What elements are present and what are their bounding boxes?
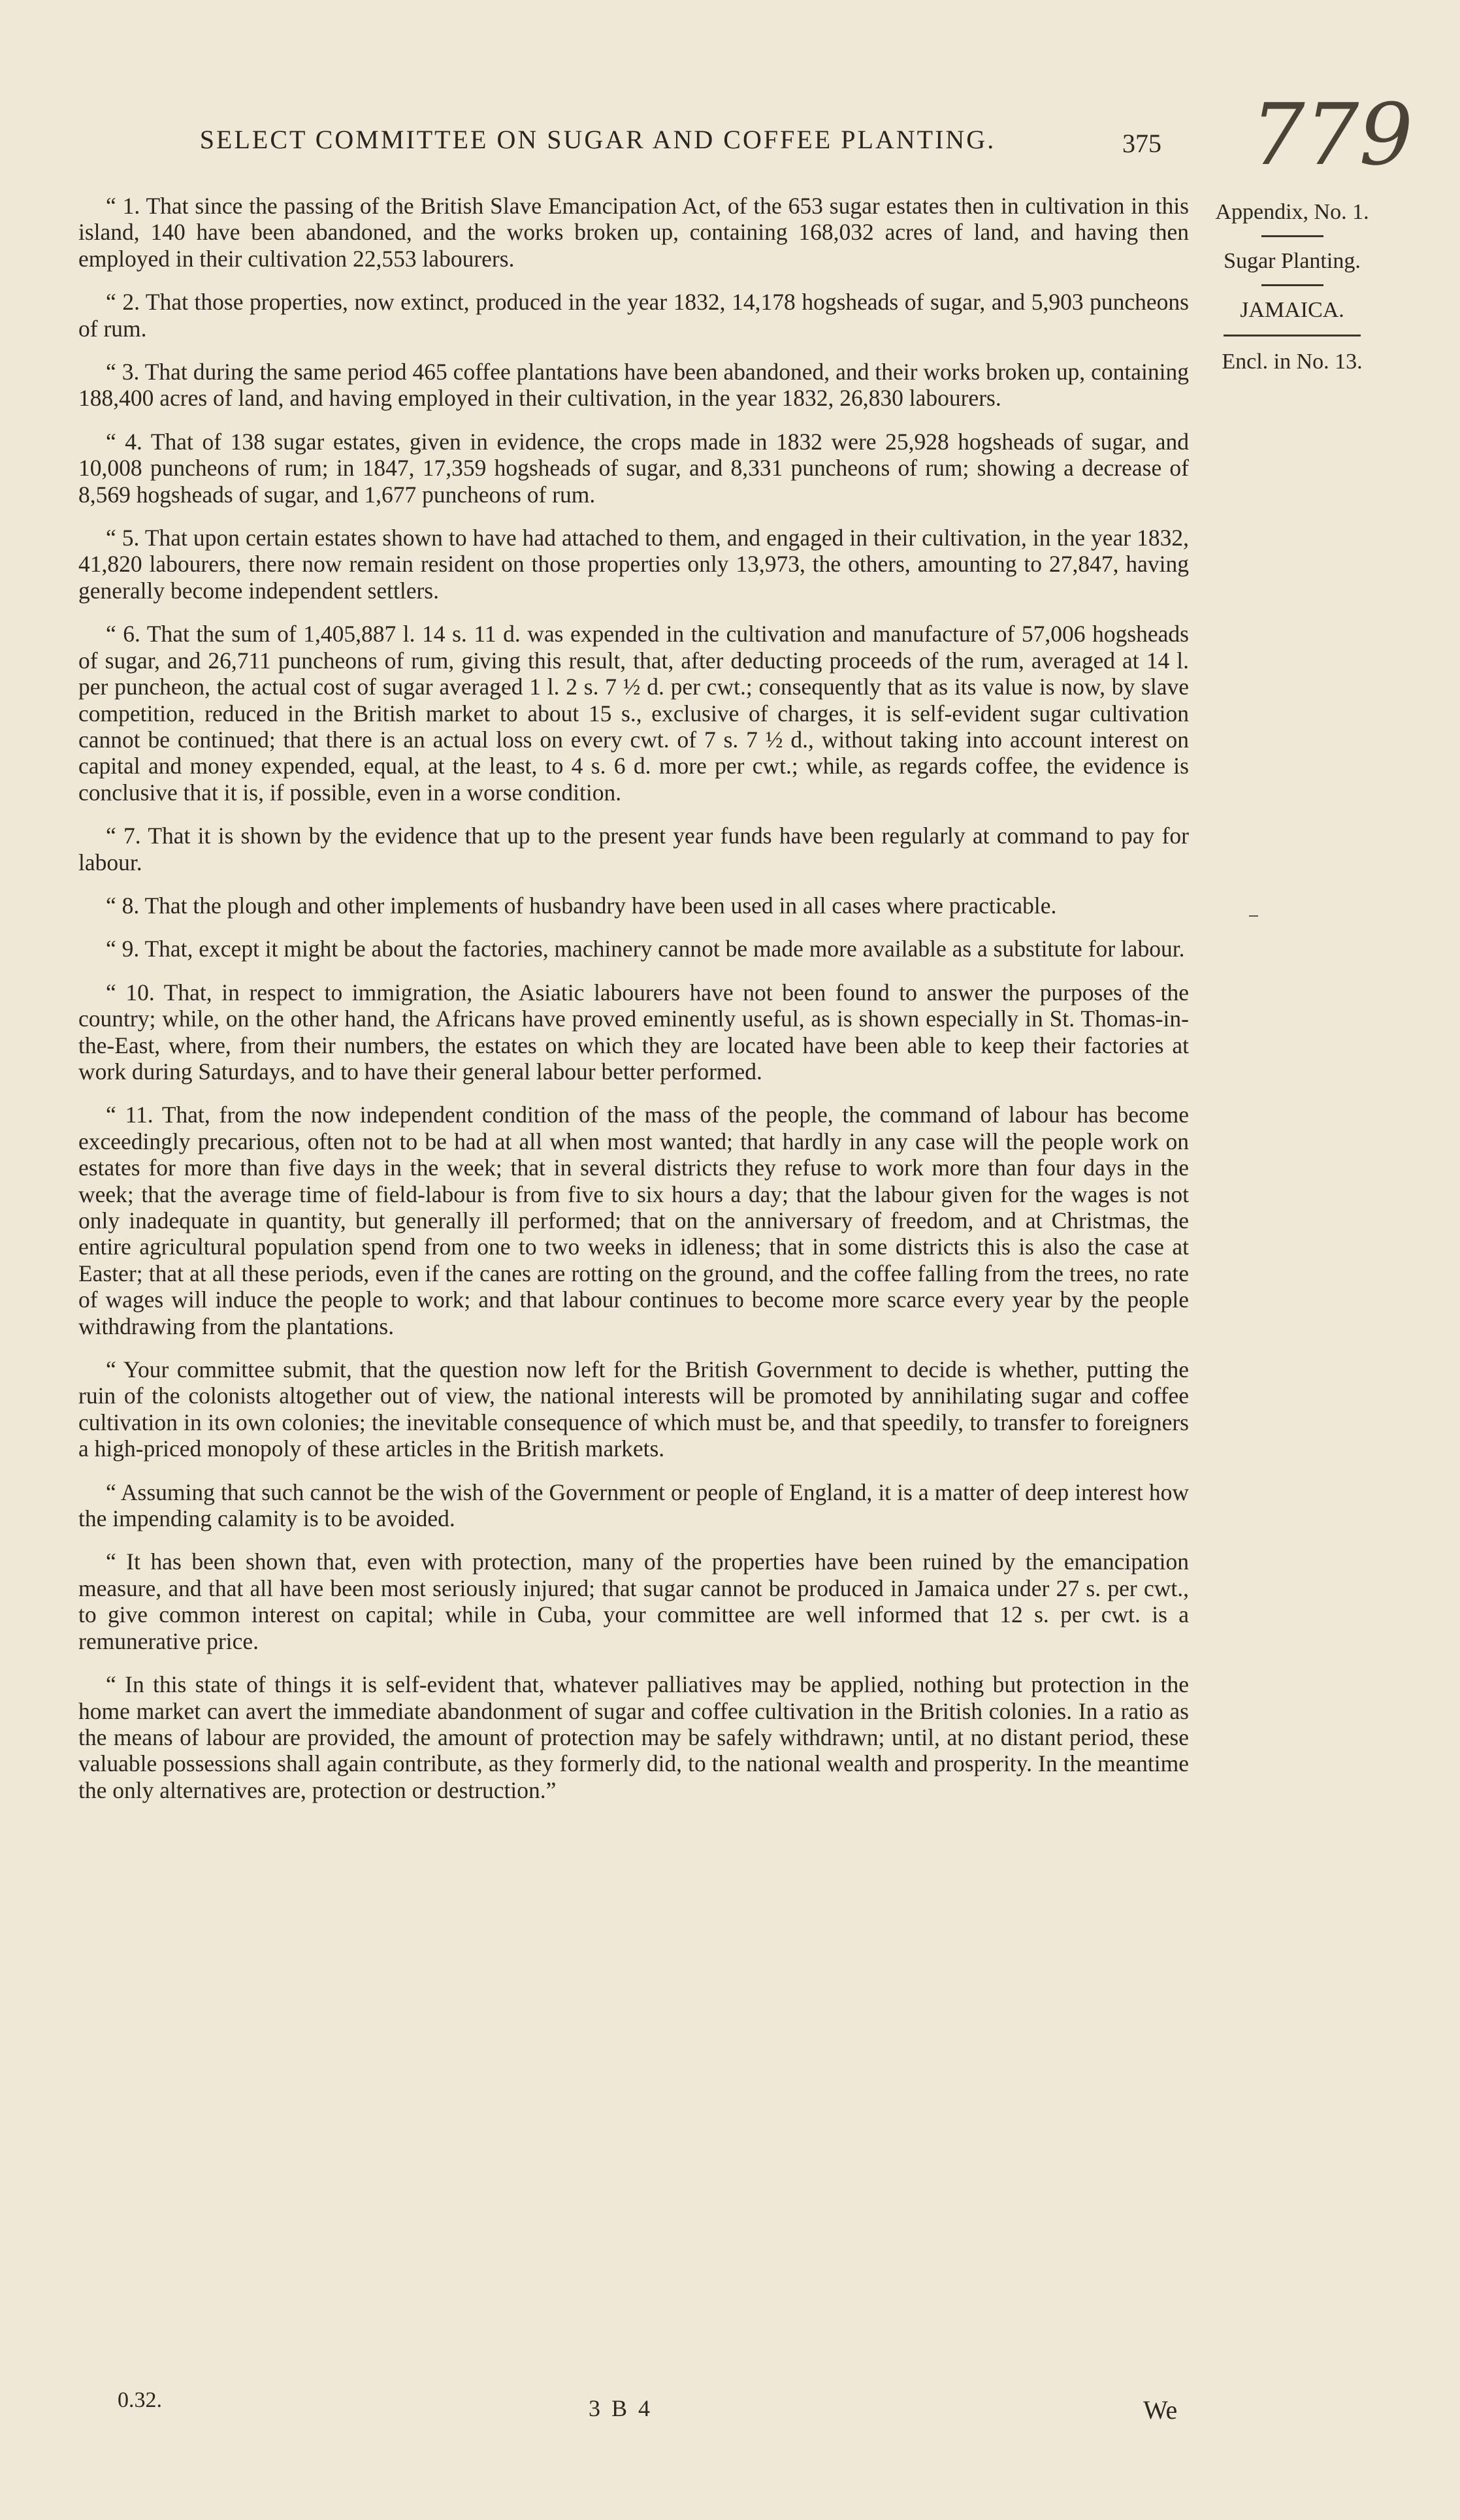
paragraph-1: “ 1. That since the passing of the British Slave Emancipation Act, of the 653 sugar estates then in cultivation in this island, 140 have been abandoned, and the works broken up, containing 168,032 acres of land, and having then employed in their cultivation 22,553 labourers.	[78, 193, 1189, 272]
paragraph-8: “ 8. That the plough and other implements of husbandry have been used in all cases where practicable.	[106, 892, 1057, 919]
margin-note	[1194, 196, 1390, 378]
margin-rule	[1224, 335, 1361, 336]
paragraph-11: “ 11. That, from the now independent condition of the mass of the people, the command of labour has become exceedingly precarious, often not to be had at all when most wanted; that hardly in any case will the people work on estates for more than five days in the week; that in several districts they refuse to work more than four days in the week; that the average time of field-labour is from five to six hours a day; that the labour given for the wages is not only inadequate in quantity, but generally ill performed; that on the anniversary of freedom, and at Christmas, the entire agricultural population spend from one to two weeks in idleness; that in some districts this is also the case at Easter; that at all these periods, even if the canes are rotting on the ground, and the coffee falling from the trees, no rate of wages will induce the people to work; and that labour continues to become more scarce every year by the people withdrawing from the plantations.	[78, 1102, 1189, 1339]
footer-catchword: We	[1143, 2395, 1178, 2425]
paragraph-2: “ 2. That those properties, now extinct, produced in the year 1832, 14,178 hogsheads of sugar, and 5,903 puncheons of rum.	[78, 289, 1189, 342]
paragraph-10: “ 10. That, in respect to immigration, the Asiatic labourers have not been found to answer the purposes of the country; while, on the other hand, the Africans have proved eminently useful, as is shown especially in St. Thomas-in-the-East, where, from their numbers, the estates on which they are located have been able to keep their factories at work during Saturdays, and to have their general labour better performed.	[78, 979, 1189, 1085]
paragraph-4: “ 4. That of 138 sugar estates, given in evidence, the crops made in 1832 were 25,928 hogsheads of sugar, and 10,008 puncheons of rum; in 1847, 17,359 hogsheads of sugar, and 8,331 puncheons of rum; showing a decrease of 8,569 hogsheads of sugar, and 1,677 puncheons of rum.	[78, 428, 1189, 508]
handwritten-folio-number: 779	[1251, 85, 1414, 184]
margin-enclosure: Encl. in No. 13.	[1222, 350, 1363, 374]
paragraph-conclusion: “ In this state of things it is self-evident that, whatever palliatives may be applied, nothing but protection in the home market can avert the immediate abandonment of sugar and coffee cultivation in the British colonies. In a ratio as the means of labour are provided, the amount of protection may be safely withdrawn; until, at no distant period, these valuable possessions shall again contribute, as they formerly did, to the national wealth and prosperity. In the meantime the only alternatives are, protection or destruction.”	[78, 1671, 1189, 1803]
paragraph-protection: “ It has been shown that, even with protection, many of the properties have been ruined by the emancipation measure, and that all have been most seriously injured; that sugar cannot be produced in Jamaica under 27 s. per cwt., to give common interest on capital; while in Cuba, your committee are well informed that 12 s. per cwt. is a remunerative price.	[78, 1548, 1189, 1654]
margin-colony: JAMAICA.	[1240, 298, 1344, 322]
paragraph-6: “ 6. That the sum of 1,405,887 l. 14 s. 11 d. was expended in the cultivation and manufacture of 57,006 hogsheads of sugar, and 26,711 puncheons of rum, giving this result, that, after deducting proceeds of the rum, averaged at 14 l. per puncheon, the actual cost of sugar averaged 1 l. 2 s. 7 ½ d. per cwt.; consequently that as its value is now, by slave competition, reduced in the British market to about 15 s., exclusive of charges, it is self-evident sugar cultivation cannot be continued; that there is an actual loss on every cwt. of 7 s. 7 ½ d., without taking into account interest on capital and money expended, equal, at the least, to 4 s. 6 d. more per cwt.; while, as regards coffee, the evidence is conclusive that it is, if possible, even in a worse condition.	[78, 621, 1189, 806]
paragraph-committee-submit: “ Your committee submit, that the question now left for the British Government to decide is whether, putting the ruin of the colonists altogether out of view, the national interests will be promoted by annihilating sugar and coffee cultivation in its own colonies; the inevitable consequence of which must be, and that speedily, to transfer to foreigners a high-priced monopoly of these articles in the British markets.	[78, 1356, 1189, 1462]
paragraph-3: “ 3. That during the same period 465 coffee plantations have been abandoned, and their works broken up, containing 188,400 acres of land, and having employed in their cultivation, in the year 1832, 26,830 labourers.	[78, 359, 1189, 412]
margin-rule	[1261, 284, 1323, 286]
body-text	[78, 193, 1189, 1820]
footer-sheet-number: 0.32.	[118, 2388, 162, 2412]
paragraph-7: “ 7. That it is shown by the evidence that up to the present year funds have been regularly at command to pay for labour.	[78, 823, 1189, 875]
paragraph-5: “ 5. That upon certain estates shown to have had attached to them, and engaged in their cultivation, in the year 1832, 41,820 labourers, there now remain resident on those properties only 13,973, the others, amounting to 27,847, having generally become independent settlers.	[78, 525, 1189, 604]
page-header-title: SELECT COMMITTEE ON SUGAR AND COFFEE PLANTING.	[199, 125, 996, 154]
margin-rule	[1261, 235, 1323, 237]
page-number: 375	[1122, 129, 1161, 158]
footer-signature-mark: 3 B 4	[588, 2395, 653, 2421]
margin-subject: Sugar Planting.	[1224, 249, 1361, 273]
margin-dash-mark	[1249, 915, 1258, 917]
paragraph-9: “ 9. That, except it might be about the factories, machinery cannot be made more available as a substitute for labour.	[106, 936, 1185, 962]
margin-appendix: Appendix, No. 1.	[1215, 200, 1369, 224]
paragraph-assuming: “ Assuming that such cannot be the wish of the Government or people of England, it is a matter of deep interest how the impending calamity is to be avoided.	[78, 1479, 1189, 1532]
